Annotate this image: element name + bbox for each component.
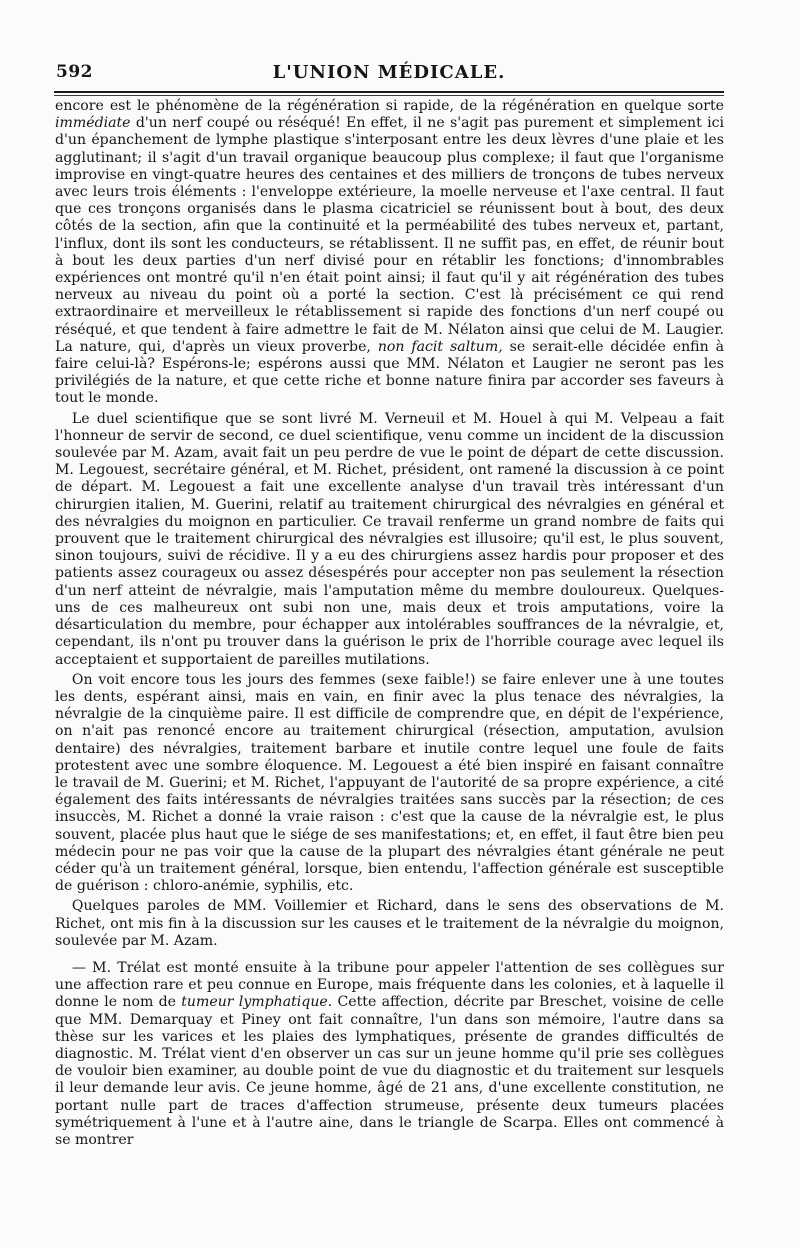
italic-term: tumeur lymphatique. <box>181 994 333 1011</box>
running-title: L'UNION MÉDICALE. <box>272 62 506 83</box>
italic-term: immédiate <box>55 115 131 132</box>
article-body <box>55 98 724 1152</box>
paragraph-2: Le duel scientifique que se sont livré M. Verneuil et M. Houel à qui M. Velpeau a fait l'honneur de servir de second, ce duel scientifique, venu comme un incident de la discussion soulevée par M. Azam, avait fait un peu perdre de vue le point de départ de cette discussion. M. Legouest, secrétaire général, et M. Richet, président, ont ramené la discussion à ce point de départ. M. Legouest a fait une excellente analyse d'un travail très intéressant d'un chirurgien italien, M. Guerini, relatif au traitement chirurgical des névralgies en général et des névralgies du moignon en particulier. Ce travail renferme un grand nombre de faits qui prouvent que le traitement chirurgical des névralgies est illusoire; qu'il est, le plus souvent, sinon toujours, suivi de récidive. Il y a eu des chirurgiens assez hardis pour proposer et des patients assez courageux ou assez désespérés pour accepter non pas seulement la résection d'un nerf atteint de névralgie, mais l'amputation même du membre douloureux. Quelques-uns de ces malheureux ont subi non une, mais deux et trois amputations, voire la désarticulation du membre, pour échapper aux intolérables souffrances de la névralgie, et, cependant, ils n'ont pu trouver dans la guérison le prix de l'horrible courage avec lequel ils acceptaient et supportaient de pareilles mutilations. <box>55 410 724 668</box>
paragraph-3: On voit encore tous les jours des femmes (sexe faible!) se faire enlever une à une toutes les dents, espérant ainsi, mais en vain, en finir avec la plus tenace des névralgies, la névralgie de la cinquième paire. Il est difficile de comprendre que, en dépit de l'expérience, on n'ait pas renoncé encore au traitement chirurgical (résection, amputation, avulsion dentaire) des névralgies, traitement barbare et inutile contre lequel une foule de faits protestent avec une sombre éloquence. M. Legouest a été bien inspiré en faisant connaître le travail de M. Guerini; et M. Richet, l'appuyant de l'autorité de sa propre expérience, a cité également des faits intéressants de névralgies traitées sans succès par la résection; de ces insuccès, M. Richet a donné la vraie raison : c'est que la cause de la névralgie est, le plus souvent, placée plus haut que le siége de ses manifestations; et, en effet, il faut être bien peu médecin pour ne pas voir que la cause de la plupart des névralgies étant générale ne peut céder qu'à un traitement général, lorsque, bien entendu, l'affection générale est susceptible de guérison : chloro-anémie, syphilis, etc. <box>55 671 724 895</box>
paragraph-5: — M. Trélat est monté ensuite à la tribune pour appeler l'attention de ses collègues sur une affection rare et peu connue en Europe, mais fréquente dans les colonies, et à laquelle il donne le nom de tumeur lymphatique. Cette affection, décrite par Breschet, voisine de celle que MM. Demarquay et Piney ont fait connaître, l'un dans son mémoire, l'autre dans sa thèse sur les varices et les plaies des lymphatiques, présente de grandes difficultés de diagnostic. M. Trélat vient d'en observer un cas sur un jeune homme qu'il prie ses collègues de vouloir bien examiner, au double point de vue du diagnostic et du traitement sur lesquels il leur demande leur avis. Ce jeune homme, âgé de 21 ans, d'une excellente constitution, ne portant nulle part de traces d'affection strumeuse, présente deux tumeurs placées symétriquement à l'une et à l'autre aine, dans le triangle de Scarpa. Elles ont commencé à se montrer <box>55 959 724 1148</box>
page-number: 592 <box>56 62 93 82</box>
paragraph-4: Quelques paroles de MM. Voillemier et Richard, dans le sens des observations de M. Richet, ont mis fin à la discussion sur les causes et le traitement de la névralgie du moignon, soulevée par M. Azam. <box>55 898 724 949</box>
header-rule-thin <box>54 95 724 96</box>
page-header <box>54 52 724 92</box>
header-rule <box>54 91 724 93</box>
latin-proverb: non facit saltum, <box>377 338 503 355</box>
paragraph-1: encore est le phénomène de la régénération si rapide, de la régénération en quelque sorte immédiate d'un nerf coupé ou réséqué! En effet, il ne s'agit pas purement et simplement ici d'un épanchement de lymphe plastique s'interposant entre les deux lèvres d'une plaie et les agglutinant; il s'agit d'un travail organique beaucoup plus complexe; il faut que l'organisme improvise en vingt-quatre heures des centaines et des milliers de tronçons de tubes nerveux avec leurs trois éléments : l'enveloppe extérieure, la moelle nerveuse et l'axe central. Il faut que ces tronçons organisés dans le plasma cicatriciel se réunissent bout à bout, des deux côtés de la section, afin que la continuité et la perméabilité des tubes nerveux et, partant, l'influx, dont ils sont les conducteurs, se rétablissent. Il ne suffit pas, en effet, de réunir bout à bout les deux parties d'un nerf divisé pour en rétablir les fonctions; d'innombrables expériences ont montré qu'il n'en était point ainsi; il faut qu'il y ait régénération des tubes nerveux au niveau du point où a porté la section. C'est là précisément ce qui rend extraordinaire et merveilleux le rétablissement si rapide des fonctions d'un nerf coupé ou réséqué, et que tendent à faire admettre le fait de M. Nélaton ainsi que celui de M. Laugier. La nature, qui, d'après un vieux proverbe, non facit saltum, se serait-elle décidée enfin à faire celui-là? Espérons-le; espérons aussi que MM. Nélaton et Laugier ne seront pas les privilégiés de la nature, et que cette riche et bonne nature finira par accorder ses faveurs à tout le monde. <box>55 98 724 407</box>
